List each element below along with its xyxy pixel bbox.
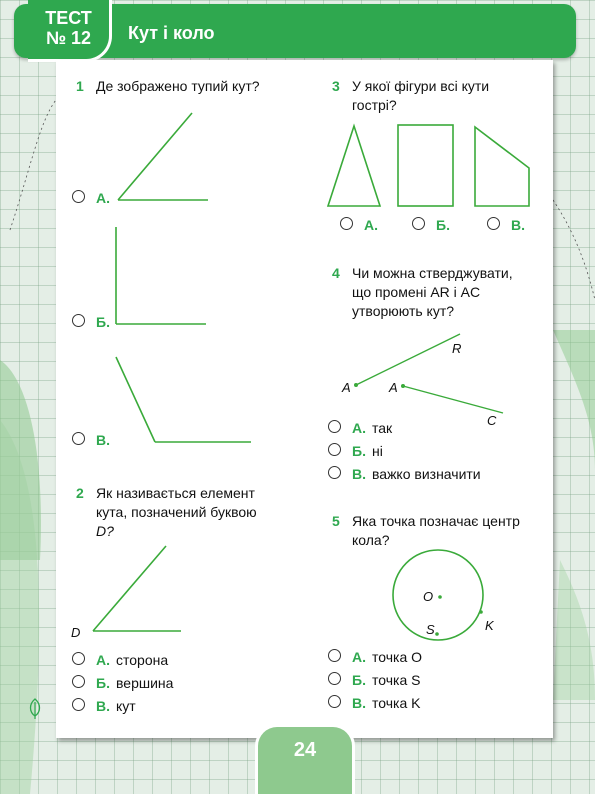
option-letter: Б. xyxy=(96,314,110,330)
option-letter: А. xyxy=(96,190,110,206)
radio-button[interactable] xyxy=(328,649,341,662)
option-text: точка O xyxy=(372,649,423,665)
q4-ray-ar xyxy=(356,334,460,385)
q2-figure xyxy=(56,530,256,640)
radio-button[interactable] xyxy=(412,217,425,230)
radio-button[interactable] xyxy=(340,217,353,230)
radio-button[interactable] xyxy=(328,466,341,479)
q5-point-k xyxy=(479,610,483,614)
option-letter: В. xyxy=(352,695,366,711)
option-text: точка S xyxy=(372,672,421,688)
option-letter: Б. xyxy=(352,672,366,688)
page-number: 24 xyxy=(293,739,317,761)
q5-label-s: S xyxy=(426,622,435,637)
q4-text-line3: утворюють кут? xyxy=(352,303,455,319)
q3-triangle xyxy=(328,126,380,206)
option-letter: В. xyxy=(511,217,525,233)
header-bar xyxy=(14,4,576,58)
q3-text-line2: гострі? xyxy=(352,97,397,113)
page-title: Кут і коло xyxy=(128,23,215,43)
test-badge xyxy=(28,0,112,62)
q3-trapezoid xyxy=(475,127,529,206)
option-letter: В. xyxy=(96,432,110,448)
q5-text-line2: кола? xyxy=(352,532,390,548)
radio-button[interactable] xyxy=(72,652,85,665)
radio-button[interactable] xyxy=(72,190,85,203)
badge-number: № 12 xyxy=(45,28,92,48)
option-text: ні xyxy=(372,443,383,459)
q2-text-line2: кута, позначений буквою xyxy=(96,504,257,520)
q4-text-line1: Чи можна стверджувати, xyxy=(352,265,513,281)
worksheet xyxy=(56,60,553,738)
option-letter: Б. xyxy=(96,675,110,691)
radio-button[interactable] xyxy=(72,314,85,327)
q4-point-a1 xyxy=(354,383,358,387)
q4-figure xyxy=(336,325,551,425)
q1-text: Де зображено тупий кут? xyxy=(96,78,260,94)
option-letter: А. xyxy=(352,649,366,665)
q3-number: 3 xyxy=(332,78,340,94)
option-letter: А. xyxy=(96,652,110,668)
q5-label-o: O xyxy=(423,589,434,604)
option-letter: А. xyxy=(352,420,366,436)
option-letter: В. xyxy=(352,466,366,482)
option-letter: А. xyxy=(364,217,378,233)
q2-text-line3: D? xyxy=(96,523,114,539)
option-letter: В. xyxy=(96,698,110,714)
q1-angle-a-ray1 xyxy=(118,113,192,200)
q5-text-line1: Яка точка позначає центр xyxy=(352,513,520,529)
radio-button[interactable] xyxy=(328,420,341,433)
q4-label-r: R xyxy=(452,341,462,356)
q4-number: 4 xyxy=(332,265,340,281)
q3-text-line1: У якої фігури всі кути xyxy=(352,78,490,94)
q4-label-a2: A xyxy=(389,380,398,395)
option-letter: Б. xyxy=(436,217,450,233)
q1-angle-c-ray1 xyxy=(116,357,155,442)
q4-ray-ac xyxy=(403,386,503,413)
q2-point-d-label: D xyxy=(71,625,81,640)
q4-point-a2 xyxy=(401,384,405,388)
q2-number: 2 xyxy=(76,485,84,501)
option-letter: Б. xyxy=(352,443,366,459)
q4-label-c: C xyxy=(487,413,497,428)
radio-button[interactable] xyxy=(487,217,500,230)
q1-figures xyxy=(56,60,316,460)
q2-text-line1: Як називається елемент xyxy=(96,485,255,501)
q5-point-s xyxy=(435,632,439,636)
q3-rectangle xyxy=(398,125,453,206)
leaf-icon xyxy=(28,698,42,720)
option-text: так xyxy=(372,420,393,436)
q1-number: 1 xyxy=(76,78,84,94)
option-text: точка K xyxy=(372,695,421,711)
radio-button[interactable] xyxy=(328,443,341,456)
radio-button[interactable] xyxy=(328,672,341,685)
option-text: важко визначити xyxy=(372,466,481,482)
option-text: вершина xyxy=(116,675,174,691)
radio-button[interactable] xyxy=(72,675,85,688)
q5-number: 5 xyxy=(332,513,340,529)
q3-figures xyxy=(316,118,546,213)
q5-circle xyxy=(393,550,483,640)
q5-figure xyxy=(386,548,496,648)
badge-label: ТЕСТ xyxy=(45,8,92,28)
q4-text-line2: що промені AR і AC xyxy=(352,284,481,300)
q4-label-a1: A xyxy=(342,380,351,395)
option-text: кут xyxy=(116,698,136,714)
radio-button[interactable] xyxy=(328,695,341,708)
q5-label-k: K xyxy=(485,618,494,633)
option-text: сторона xyxy=(116,652,169,668)
q5-point-o xyxy=(438,595,442,599)
radio-button[interactable] xyxy=(72,432,85,445)
radio-button[interactable] xyxy=(72,698,85,711)
q2-angle-ray1 xyxy=(93,546,166,631)
page-number-tab xyxy=(255,724,355,794)
